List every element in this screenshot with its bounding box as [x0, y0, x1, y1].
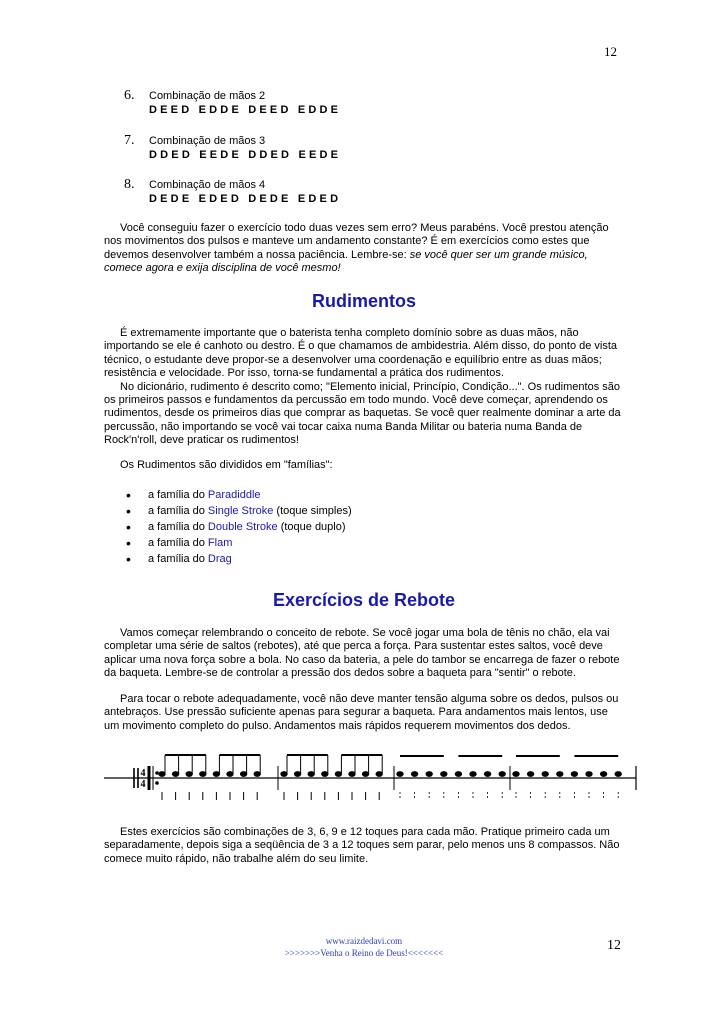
note-head — [397, 772, 403, 777]
combination-title: Combinação de mãos 2 — [149, 90, 266, 102]
combination-sequence: DDED EEDE DDED EEDE — [149, 149, 342, 161]
note-head — [586, 772, 592, 777]
combination-title: Combinação de mãos 3 — [149, 135, 266, 147]
combination-sequence: DEDE EDED DEDE EDED — [149, 193, 342, 205]
note-head — [172, 772, 178, 777]
family-prefix: a família do — [148, 553, 208, 565]
family-suffix: (toque simples) — [273, 505, 352, 517]
family-link-flam[interactable]: Flam — [207, 537, 233, 549]
note-head — [159, 772, 165, 777]
note-head — [200, 772, 206, 777]
families-intro: Os Rudimentos são divididos em "famílias": — [120, 459, 333, 471]
note-head — [455, 772, 461, 777]
congrats-italic: se você quer ser um grande músico, comece agora e exija disciplina de você mesmo! — [104, 248, 588, 275]
note-head — [499, 772, 505, 777]
header-page-number: 12 — [604, 44, 617, 59]
combination-sequence: DEED EDDE DEED EDDE — [149, 104, 342, 116]
family-link-single-stroke[interactable]: Single Stroke — [207, 505, 274, 517]
family-link-paradiddle[interactable]: Paradiddle — [207, 489, 261, 501]
combination-number: 7. — [124, 133, 135, 148]
note-head — [513, 772, 519, 777]
note-head — [557, 772, 563, 777]
note-head — [335, 772, 341, 777]
rebote-p3: Estes exercícios são combinações de 3, 6, 9 e 12 toques para cada mão. Pratique primeiro cada um separadamente, depois siga a seqüência de 3 a 12 toques sem parar, pelo menos uns 8 compassos. Não comece muito rápido, não trabalhe além do seu limite. — [104, 826, 620, 865]
note-head — [484, 772, 490, 777]
note-head — [213, 772, 219, 777]
rebote-p3-block — [104, 826, 624, 866]
family-link-double-stroke[interactable]: Double Stroke — [207, 521, 278, 533]
combination-number: 6. — [124, 88, 135, 103]
note-head — [254, 772, 260, 777]
note-head — [527, 772, 533, 777]
note-head — [376, 772, 382, 777]
time-signature-top: 4 — [140, 768, 146, 779]
note-head — [240, 772, 246, 777]
rebote-p1: Vamos começar relembrando o conceito de rebote. Se você jogar uma bola de tênis no chão, ela vai completar uma série de saltos (rebotes), até que perca a força. Para sustentar estes saltos, você deve aplicar uma nova força sobre a bola. No caso da bateria, a pele do tambor se encarrega de fazer o rebote da baqueta. Lembre-se de controlar a pressão dos dedos sobre a baqueta para "sentir" o rebote. — [104, 627, 620, 680]
note-head — [470, 772, 476, 777]
note-head — [227, 772, 233, 777]
family-prefix: a família do — [148, 505, 208, 517]
family-link-drag[interactable]: Drag — [207, 553, 232, 565]
time-signature-bottom: 4 — [140, 779, 146, 790]
family-prefix: a família do — [148, 489, 208, 501]
combination-title: Combinação de mãos 4 — [149, 179, 266, 191]
note-head — [322, 772, 328, 777]
family-prefix: a família do — [148, 537, 208, 549]
rebote-heading: Exercícios de Rebote — [272, 590, 456, 610]
footer-site[interactable]: www.raizdedavi.com — [325, 936, 403, 946]
note-head — [441, 772, 447, 777]
note-head — [362, 772, 368, 777]
note-head — [542, 772, 548, 777]
rudimentos-p1: É extremamente importante que o baterista tenha completo domínio sobre as duas mãos, não importando se ele é canhoto ou destro. É o que chamamos de ambidestria. Além disso, do ponto de vista técnico, o estudante deve propor-se a desenvolver uma coordenação e equilíbrio entre as duas mãos; resistência e velocidade. Por isso, torna-se fundamental a prática dos rudimentos. — [104, 327, 618, 380]
combination-number: 8. — [124, 177, 135, 192]
note-head — [281, 772, 287, 777]
note-head — [426, 772, 432, 777]
congrats-text: Você conseguiu fazer o exercício todo duas vezes sem erro? Meus parabéns. Você prestou atenção nos movimentos dos pulsos e manteve um andamento constante? É em exercícios como estes que devemos desenvolver também a nossa paciência. Lembre-se: — [104, 222, 609, 261]
rebote-p2: Para tocar o rebote adequadamente, você não deve manter tensão alguma sobre os dedos, pulsos ou antebraços. Use pressão suficiente apenas para segurar a baqueta. Para andamentos mais lentos, use um movimento completo do pulso. Andamentos mais rápidos requerem movimentos dos dedos. — [104, 693, 619, 732]
family-suffix: (toque duplo) — [277, 521, 346, 533]
note-head — [411, 772, 417, 777]
note-head — [294, 772, 300, 777]
note-head — [600, 772, 606, 777]
footer-page-number: 12 — [607, 938, 621, 953]
footer-tagline: >>>>>>>Venha o Reino de Deus!<<<<<<< — [284, 948, 444, 958]
rudimentos-heading: Rudimentos — [311, 291, 416, 311]
note-head — [615, 772, 621, 777]
note-head — [571, 772, 577, 777]
note-head — [308, 772, 314, 777]
note-head — [349, 772, 355, 777]
note-head — [186, 772, 192, 777]
family-prefix: a família do — [148, 521, 208, 533]
rudimentos-p2: No dicionário, rudimento é descrito como; "Elemento inicial, Princípio, Condição...". Os rudimentos são os primeiros passos e fundamentos da percussão em todo mundo. Você deve começar, aprendendo os rudimentos, desde os primeiros dias que comprar as baquetas. Se você quer realmente dominar a arte da percussão, não importando se você vai tocar caixa numa Banda Militar ou bateria numa Banda de Rock'n'roll, deve praticar os rudimentos! — [104, 380, 621, 447]
